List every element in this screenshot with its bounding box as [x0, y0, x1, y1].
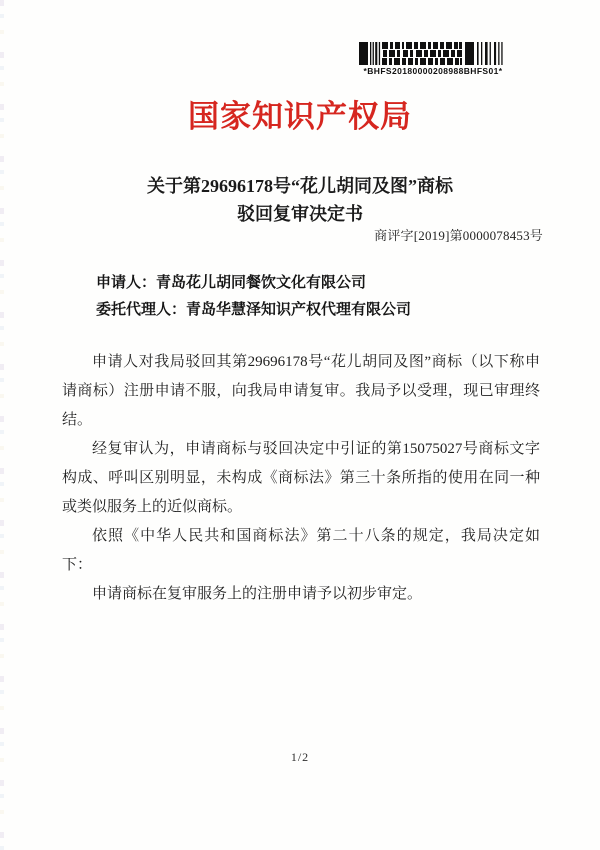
page-number: 1/2	[290, 750, 310, 764]
body-paragraph: 申请人对我局驳回其第29696178号“花儿胡同及图”商标（以下称申请商标）注册申请不服，向我局申请复审。我局予以受理，现已审理终结。	[62, 354, 540, 428]
doc-title-line2: 驳回复审决定书	[237, 204, 363, 224]
parties-block	[96, 270, 411, 323]
decision-body	[62, 348, 540, 609]
body-paragraph: 经复审认为，申请商标与驳回决定中引证的第15075027号商标文字构成、呼叫区别明显，未构成《商标法》第三十条所指的使用在同一种或类似服务上的近似商标。	[62, 441, 540, 515]
barcode-block	[357, 42, 509, 76]
body-paragraph: 依照《中华人民共和国商标法》第二十八条的规定，我局决定如下：	[62, 528, 540, 573]
agency-title: 国家知识产权局	[188, 99, 412, 134]
reference-number: 商评字[2019]第0000078453号	[374, 228, 543, 243]
barcode-image	[359, 42, 507, 65]
agent-line: 委托代理人：青岛华慧泽知识产权代理有限公司	[96, 301, 412, 318]
applicant-line: 申请人：青岛花儿胡同餐饮文化有限公司	[96, 275, 367, 291]
body-paragraph: 申请商标在复审服务上的注册申请予以初步审定。	[92, 586, 423, 602]
doc-title	[0, 172, 600, 228]
doc-title-line1: 关于第29696178号“花儿胡同及图”商标	[147, 176, 453, 196]
barcode-label: *BHFS20180000208988BHFS01*	[363, 66, 503, 76]
